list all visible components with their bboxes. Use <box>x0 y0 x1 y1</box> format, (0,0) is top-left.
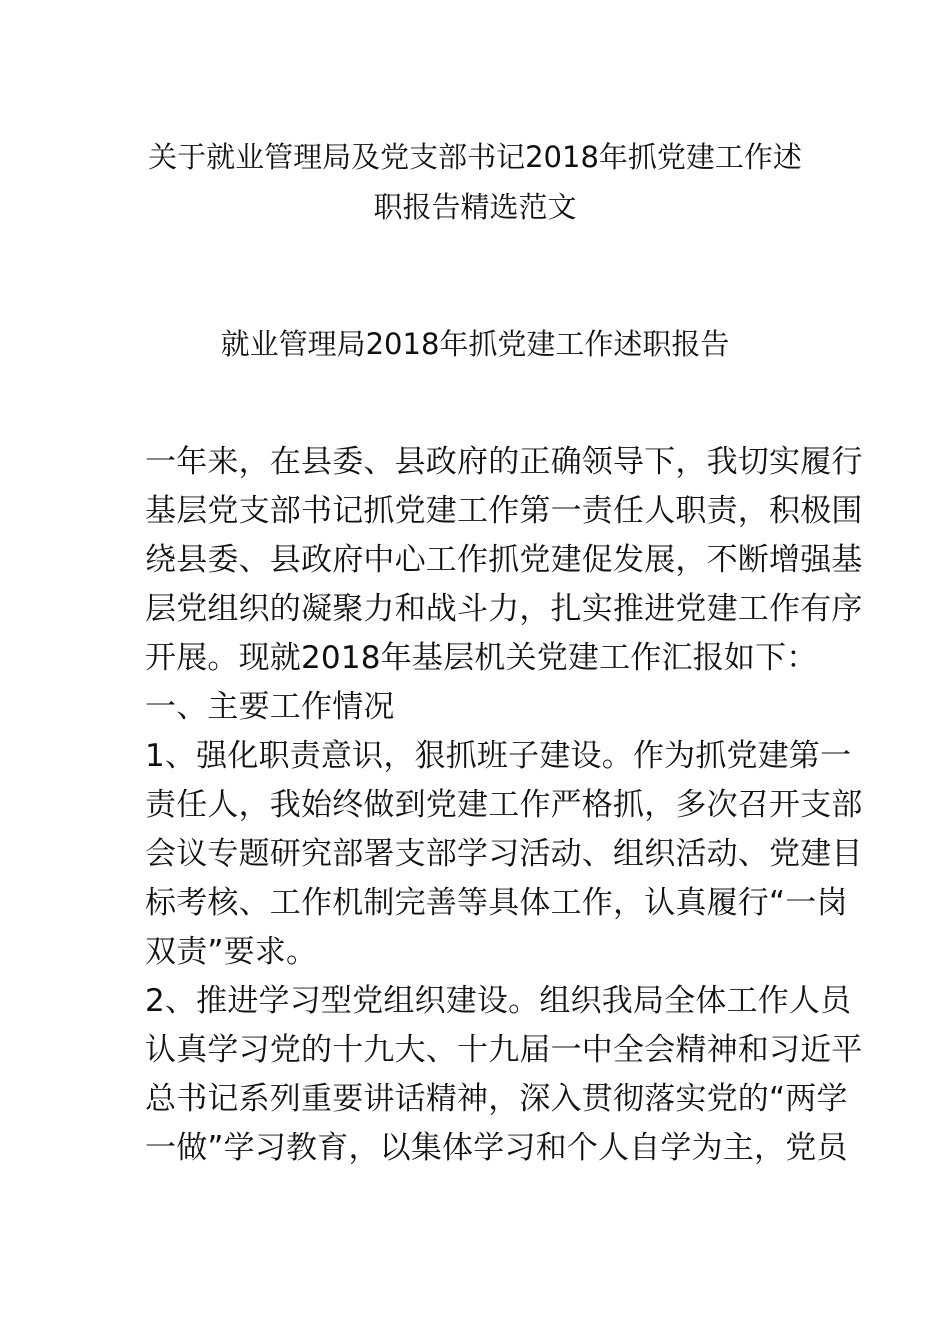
document-title-line-1: 关于就业管理局及党支部书记2018年抓党建工作述 <box>148 140 802 174</box>
body-line: 责任人，我始终做到党建工作严格抓，多次召开支部 <box>145 787 863 823</box>
body-line: 会议专题研究部署支部学习活动、组织活动、党建目 <box>145 836 863 872</box>
body-line: 层党组织的凝聚力和战斗力，扎实推进党建工作有序 <box>145 591 863 627</box>
report-subtitle: 就业管理局2018年抓党建工作述职报告 <box>220 327 730 361</box>
body-line: 双责”要求。 <box>145 934 318 970</box>
body-line: 2、推进学习型党组织建设。组织我局全体工作人员 <box>145 983 852 1019</box>
body-line: 一做”学习教育，以集体学习和个人自学为主，党员 <box>145 1130 848 1166</box>
body-line: 绕县委、县政府中心工作抓党建促发展，不断增强基 <box>145 542 863 578</box>
document-title-line-2: 职报告精选范文 <box>373 190 577 224</box>
body-line: 1、强化职责意识，狠抓班子建设。作为抓党建第一 <box>145 738 852 774</box>
body-line: 总书记系列重要讲话精神，深入贯彻落实党的“两学 <box>145 1081 848 1117</box>
section-heading: 一、主要工作情况 <box>145 689 395 725</box>
body-line: 一年来，在县委、县政府的正确领导下，我切实履行 <box>145 444 863 480</box>
body-line: 开展。现就2018年基层机关党建工作汇报如下： <box>145 640 818 676</box>
body-line: 基层党支部书记抓党建工作第一责任人职责，积极围 <box>145 493 863 529</box>
body-line: 标考核、工作机制完善等具体工作，认真履行“一岗 <box>145 885 848 921</box>
document-title <box>60 132 890 232</box>
report-body <box>145 438 863 1173</box>
body-line: 认真学习党的十九大、十九届一中全会精神和习近平 <box>145 1032 863 1068</box>
